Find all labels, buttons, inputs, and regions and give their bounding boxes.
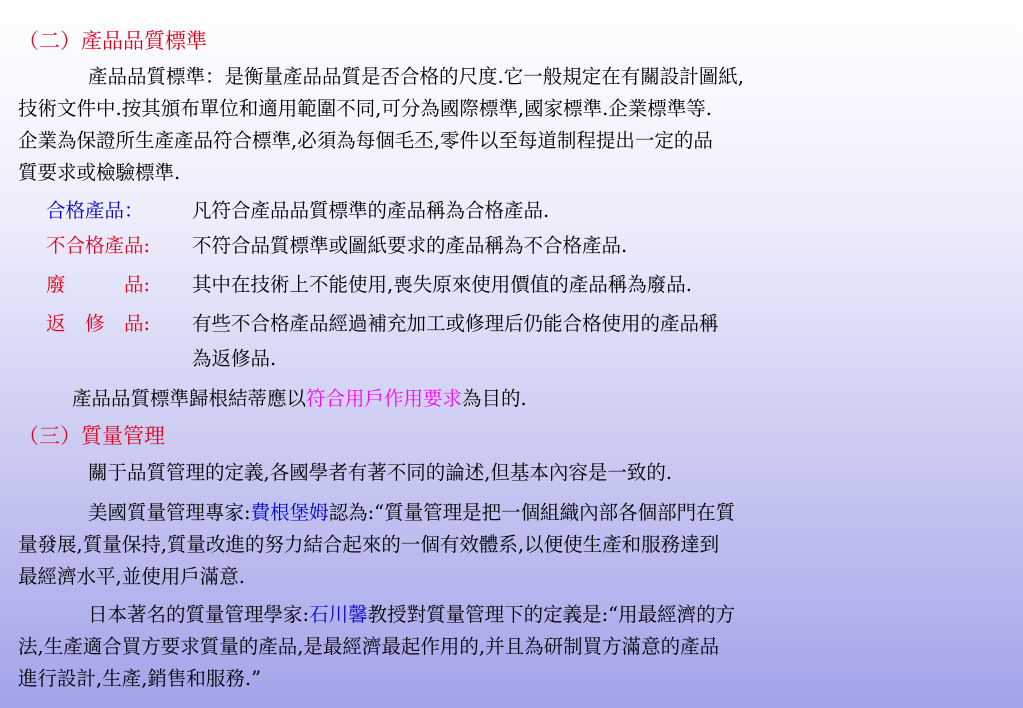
- jp-definition-post: 教授對質量管理下的定義是:“用最經濟的方: [367, 603, 736, 626]
- summary-emphasis: 符合用戶作用要求: [306, 387, 463, 410]
- section3-intro: 關于品質管理的定義,各國學者有著不同的論述,但基本內容是一致的.: [88, 461, 673, 484]
- summary-pre: 產品品質標準歸根結蒂應以: [72, 387, 307, 410]
- section2-para-line-1: 產品品質標準：是衡量產品品質是否合格的尺度.它一般規定在有關設計圖紙,: [88, 65, 744, 88]
- section2-para-line-2: 技術文件中.按其頒布單位和適用範圍不同,可分為國際標準,國家標準.企業標準等.: [18, 97, 712, 120]
- section2-summary: [72, 384, 1023, 414]
- jp-definition-line-1: [18, 600, 1023, 630]
- definition-unqualified: [46, 231, 1021, 261]
- definition-text-rework: 有些不合格產品經過補充加工或修理后仍能合格使用的產品稱: [192, 312, 719, 335]
- us-definition-line-3: 最經濟水平,並使用戶滿意.: [18, 565, 245, 588]
- jp-definition-line-3: 進行設計,生產,銷售和服務.”: [18, 667, 262, 690]
- definition-term-scrap: 廢 品:: [46, 273, 151, 296]
- definition-term-rework: 返 修 品:: [46, 312, 151, 335]
- us-expert-name: 費根堡姆: [250, 501, 329, 524]
- us-definition-line-2: 量發展,質量保持,質量改進的努力結合起來的一個有效體系,以便使生產和服務達到: [18, 533, 720, 556]
- definition-scrap: [46, 270, 1021, 300]
- us-definition-pre: 美國質量管理專家:: [88, 501, 251, 524]
- us-definition-line-1: [18, 498, 1023, 528]
- us-definition-post: 認為:“質量管理是把一個組織內部各個部門在質: [328, 501, 736, 524]
- section2-heading: （二）產品品質標準: [18, 29, 207, 53]
- section2-para-line-4: 質要求或檢驗標準.: [18, 161, 181, 184]
- jp-definition-pre: 日本著名的質量管理學家:: [88, 603, 310, 626]
- definition-qualified: [46, 196, 1021, 226]
- section2-para-line-3: 企業為保證所生產產品符合標準,必須為每個毛丕,零件以至每道制程提出一定的品: [18, 129, 713, 152]
- jp-expert-name: 石川馨: [309, 603, 368, 626]
- definition-rework-continued: 為返修品.: [192, 347, 277, 370]
- section3-heading: （三）質量管理: [18, 424, 165, 448]
- definition-text-qualified: 凡符合產品品質標準的產品稱為合格產品.: [192, 199, 550, 222]
- definition-term-qualified: 合格產品：: [46, 199, 144, 222]
- definition-text-scrap: 其中在技術上不能使用,喪失原來使用價值的產品稱為廢品.: [192, 273, 692, 296]
- jp-definition-line-2: 法,生產適合買方要求質量的產品,是最經濟最起作用的,并且為研制買方滿意的產品: [18, 635, 720, 658]
- summary-post: 為目的.: [462, 387, 527, 410]
- definition-text-unqualified: 不符合品質標準或圖紙要求的產品稱為不合格產品.: [192, 234, 628, 257]
- definition-term-unqualified: 不合格產品:: [46, 234, 151, 257]
- definition-rework: [46, 309, 1021, 339]
